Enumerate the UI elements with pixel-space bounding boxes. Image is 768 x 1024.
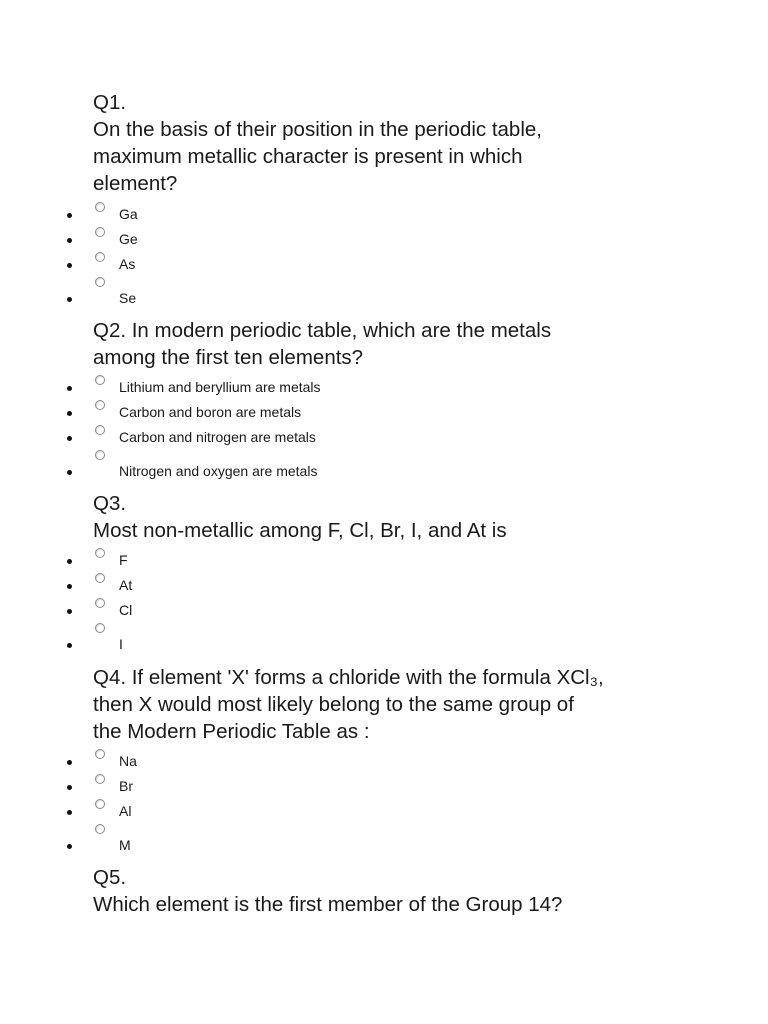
option-label: Lithium and beryllium are metals [119, 379, 321, 395]
radio-button[interactable] [95, 598, 105, 608]
option-item[interactable] [0, 423, 700, 448]
question-line: Q1. [93, 91, 127, 114]
option-label: Ge [119, 231, 138, 247]
radio-button[interactable] [95, 749, 105, 759]
bullet-icon [67, 297, 72, 302]
radio-button[interactable] [95, 450, 105, 460]
option-label: Carbon and nitrogen are metals [119, 429, 316, 445]
bullet-icon [67, 785, 72, 790]
question-1-text [93, 89, 733, 197]
option-label: Br [119, 778, 133, 794]
bullet-icon [67, 263, 72, 268]
question-line: On the basis of their position in the periodic table, [93, 118, 542, 141]
bullet-icon [67, 386, 72, 391]
option-label: Carbon and boron are metals [119, 404, 302, 420]
option-item[interactable] [0, 546, 700, 571]
option-item[interactable] [0, 621, 700, 656]
option-item[interactable] [0, 596, 700, 621]
question-line: then X would most likely belong to the same group of [93, 693, 574, 716]
bullet-icon [67, 470, 72, 475]
option-label: Se [119, 290, 137, 306]
question-line: Q2. In modern periodic table, which are the metals [93, 319, 552, 342]
option-label: As [119, 256, 136, 272]
bullet-icon [67, 760, 72, 765]
bullet-icon [67, 436, 72, 441]
option-label: Ga [119, 206, 138, 222]
option-label: I [119, 636, 123, 652]
option-label: Nitrogen and oxygen are metals [119, 463, 318, 479]
radio-button[interactable] [95, 425, 105, 435]
bullet-icon [67, 411, 72, 416]
option-label: Al [119, 803, 132, 819]
question-line: Q4. If element 'X' forms a chloride with the formula XCl₃, [93, 666, 604, 689]
bullet-icon [67, 643, 72, 648]
option-label: At [119, 577, 133, 593]
radio-button[interactable] [95, 202, 105, 212]
bullet-icon [67, 844, 72, 849]
option-label: Na [119, 753, 137, 769]
option-item[interactable] [0, 373, 700, 398]
radio-button[interactable] [95, 573, 105, 583]
radio-button[interactable] [95, 375, 105, 385]
option-item[interactable] [0, 275, 700, 310]
option-item[interactable] [0, 250, 700, 275]
question-line: Q3. [93, 492, 127, 515]
bullet-icon [67, 238, 72, 243]
bullet-icon [67, 584, 72, 589]
option-item[interactable] [0, 200, 700, 225]
radio-button[interactable] [95, 252, 105, 262]
radio-button[interactable] [95, 227, 105, 237]
question-3-text [93, 490, 733, 544]
radio-button[interactable] [95, 799, 105, 809]
radio-button[interactable] [95, 548, 105, 558]
question-line: maximum metallic character is present in which [93, 145, 523, 168]
option-item[interactable] [0, 398, 700, 423]
option-label: F [119, 552, 128, 568]
option-item[interactable] [0, 571, 700, 596]
radio-button[interactable] [95, 774, 105, 784]
question-5-text [93, 864, 733, 918]
option-item[interactable] [0, 772, 700, 797]
option-item[interactable] [0, 822, 700, 857]
bullet-icon [67, 213, 72, 218]
question-line: the Modern Periodic Table as : [93, 720, 370, 743]
option-item[interactable] [0, 747, 700, 772]
bullet-icon [67, 609, 72, 614]
question-line: element? [93, 172, 178, 195]
question-4-text [93, 664, 733, 745]
question-line: among the first ten elements? [93, 346, 364, 369]
radio-button[interactable] [95, 400, 105, 410]
bullet-icon [67, 559, 72, 564]
option-item[interactable] [0, 225, 700, 250]
question-line: Q5. [93, 866, 127, 889]
option-label: Cl [119, 602, 133, 618]
question-line: Most non-metallic among F, Cl, Br, I, and At is [93, 519, 507, 542]
radio-button[interactable] [95, 623, 105, 633]
option-item[interactable] [0, 797, 700, 822]
bullet-icon [67, 810, 72, 815]
radio-button[interactable] [95, 277, 105, 287]
radio-button[interactable] [95, 824, 105, 834]
question-2-text [93, 317, 733, 371]
option-item[interactable] [0, 448, 700, 483]
question-line: Which element is the first member of the Group 14? [93, 893, 563, 916]
option-label: M [119, 837, 131, 853]
